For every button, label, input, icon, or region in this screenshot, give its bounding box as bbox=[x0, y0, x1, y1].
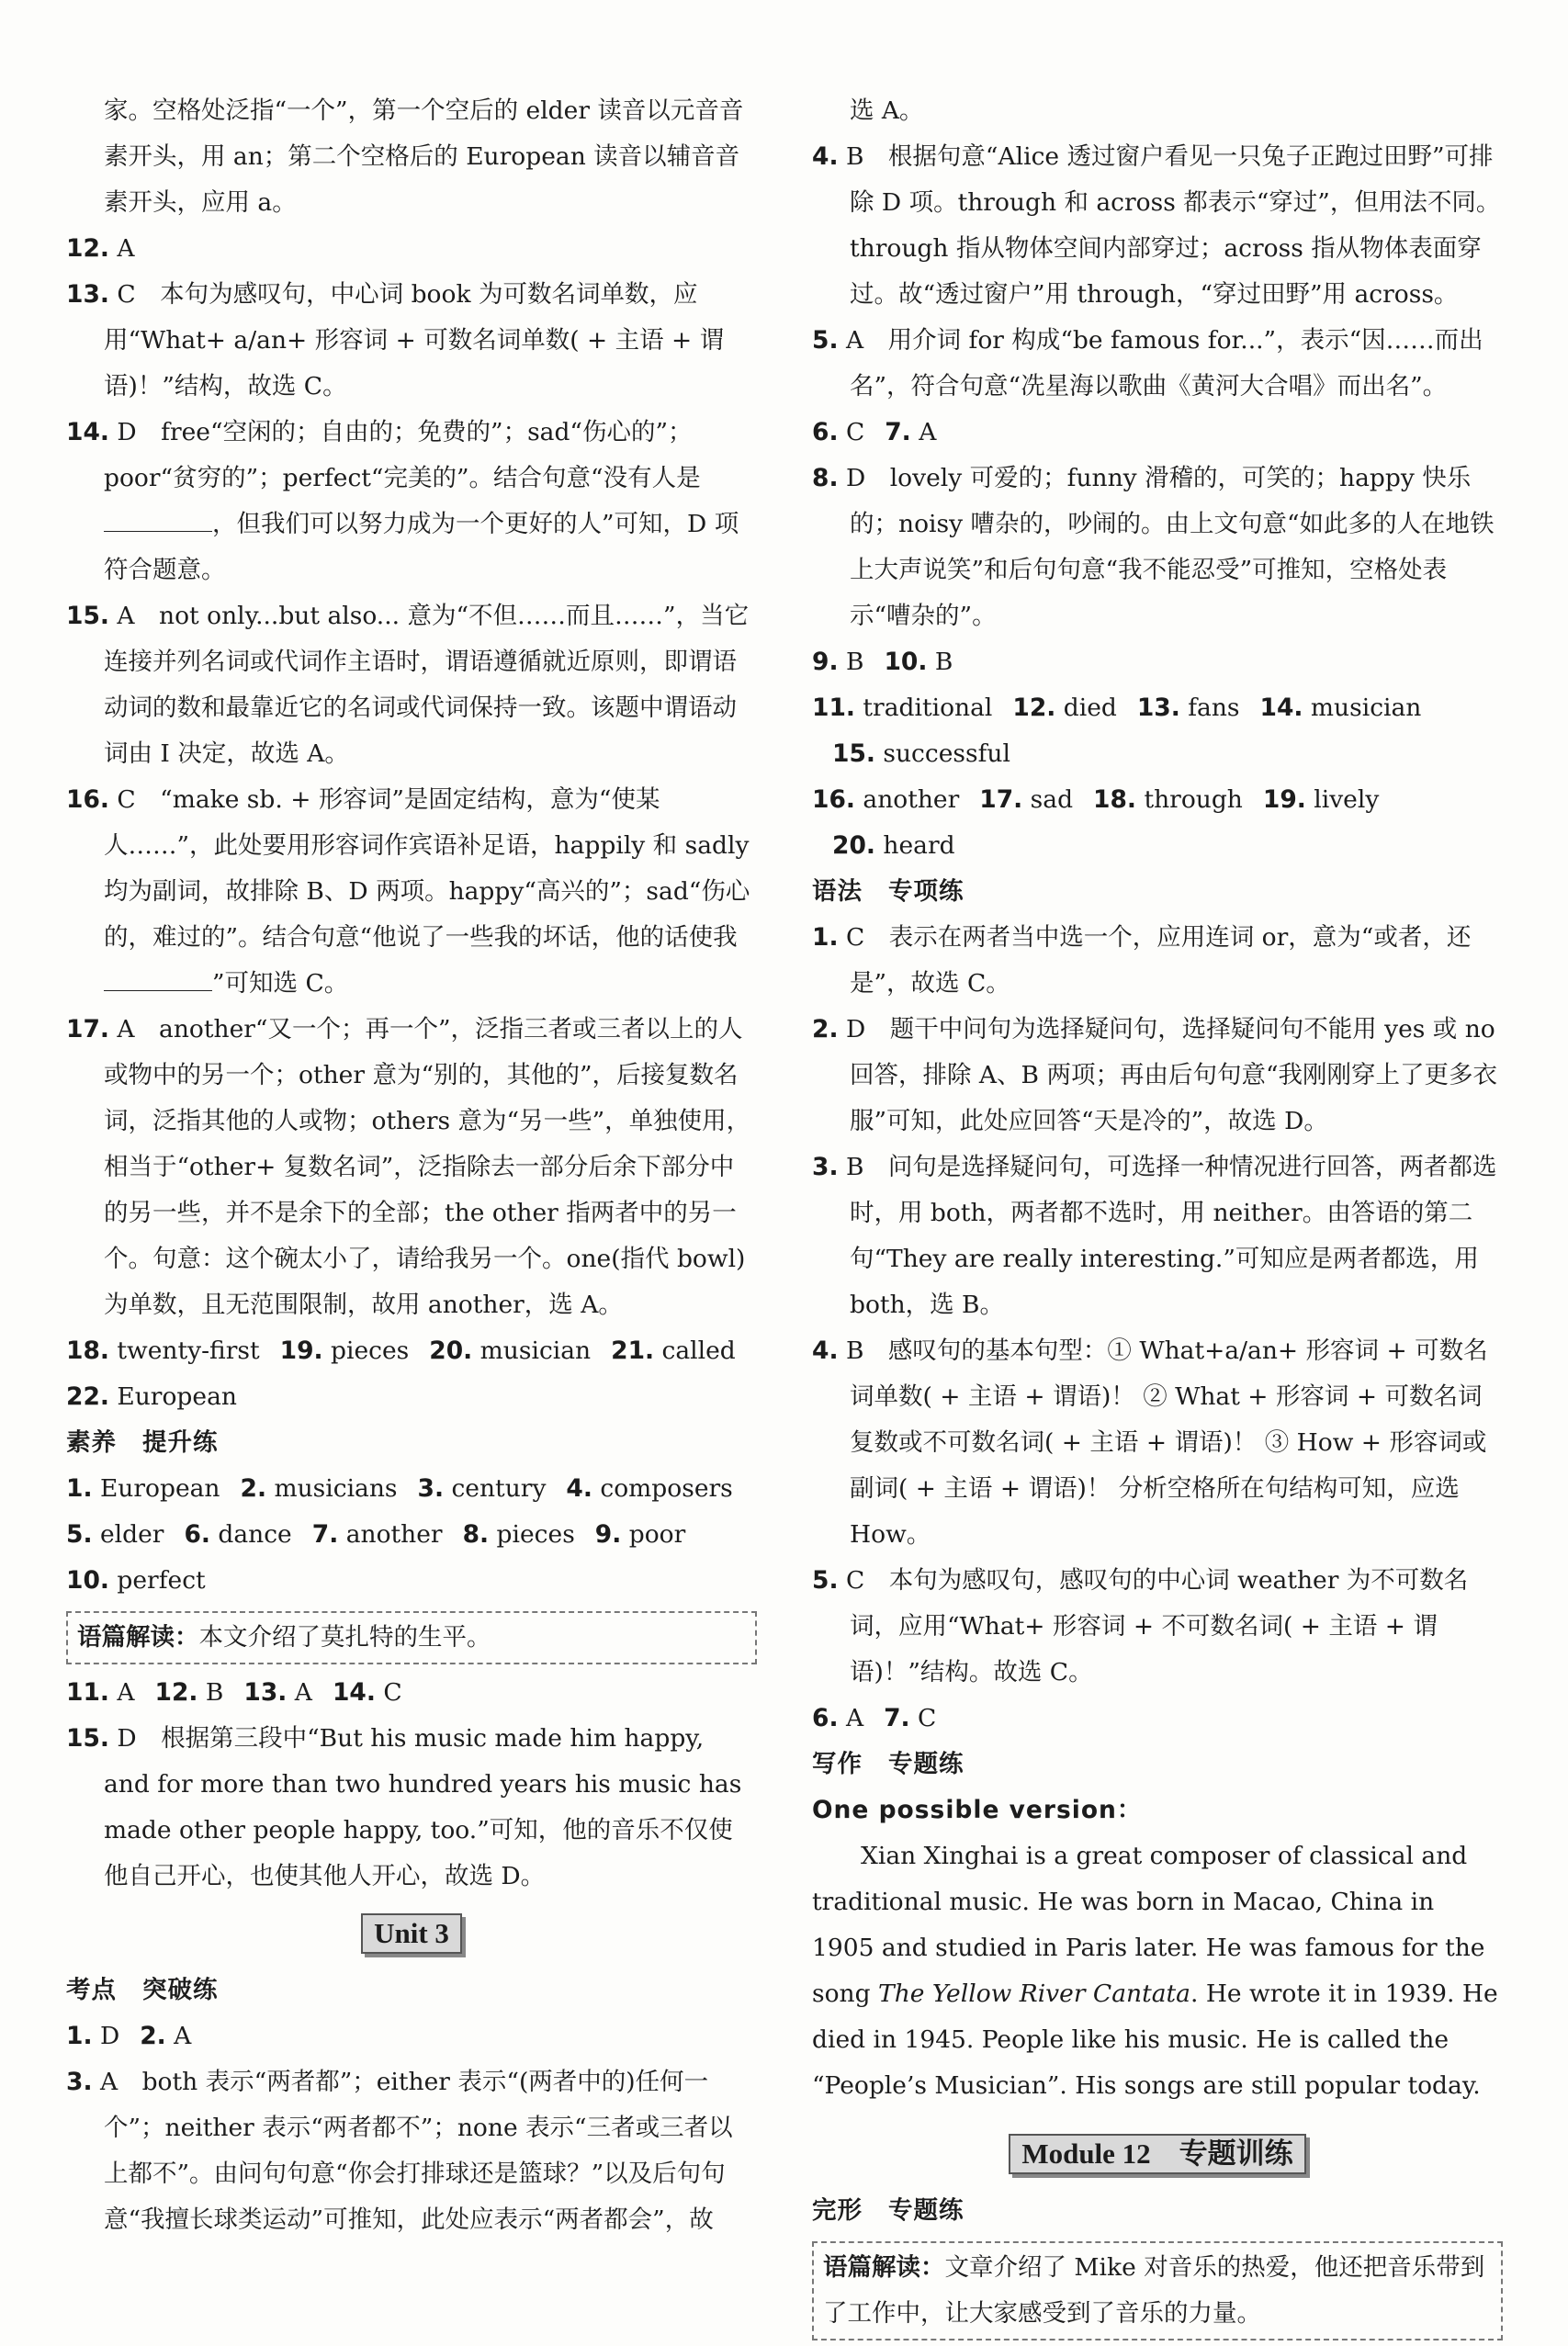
grammar-item-2: 2. D 题干中问句为选择疑问句，选择疑问句不能用 yes 或 no 回答，排除 A、B 两项；再由后句句意“我刚刚穿上了更多衣服”可知，此处应回答“天是冷的”，故选 D。 bbox=[812, 1015, 1498, 1135]
answer-entry: 10. perfect bbox=[66, 1566, 206, 1595]
answer-item-s15: 15. D 根据第三段中“But his music made him happy, and for more than two hundred years his music has made other people happy, too.”可知，他的音乐不仅使他自己开心，也使其他人开心，故选 D。 bbox=[66, 1724, 742, 1890]
version-label: One possible version： bbox=[812, 1796, 1143, 1824]
answer-entry: 3. century bbox=[417, 1474, 547, 1503]
unit-banner: Unit 3 bbox=[66, 1912, 757, 1958]
answer-item-12: 12. A bbox=[66, 234, 135, 263]
answer-row bbox=[66, 1328, 757, 1374]
answer-row bbox=[66, 2013, 757, 2059]
answer-entry: 18. twenty-first bbox=[66, 1337, 260, 1365]
answer-row bbox=[66, 1374, 757, 1420]
essay-song-title: The Yellow River Cantata bbox=[878, 1979, 1190, 2008]
sample-essay: Xian Xinghai is a great composer of classical and traditional music. He was born in Macao, China in 1905 and studied in Paris later. He was famous for the song The Yellow River Cantata. He wrote it in 1939. He died in 1945. People like his music. He is called the “People’s Musician”. His songs are still popular today. bbox=[812, 1842, 1498, 2100]
section-heading-grammar: 语法 专项练 bbox=[812, 877, 964, 906]
answer-entry: 17. sad bbox=[979, 785, 1074, 814]
answer-entry: 2. A bbox=[140, 2022, 192, 2050]
answer-item-16: 16. C “make sb. + 形容词”是固定结构，意为“使某人……”，此处要用形容词作宾语补足语，happily 和 sadly 均为副词，故排除 B、D 两项。happy“高兴的”；sad“伤心的，难过的”。结合句意“他说了一些我的坏话，他的话使我”可知选 C。 bbox=[66, 785, 750, 998]
grammar-item-1: 1. C 表示在两者当中选一个，应用连词 or，意为“或者，还是”，故选 C。 bbox=[812, 923, 1472, 998]
answer-entry: 7. C bbox=[884, 1704, 937, 1732]
answer-entry: 4. composers bbox=[566, 1474, 733, 1503]
answer-item-17: 17. A another“又一个；再一个”，泛指三者或三者以上的人或物中的另一个；other 意为“别的，其他的”，后接复数名词，泛指其他的人或物；others 意为“另一些”，单独使用，相当于“other+ 复数名词”，泛指除去一部分后余下部分中的另一些，并不是余下的全部；the other 指两者中的另一个。句意：这个碗太小了，请给我另一个。one(指代 bowl)为单数，且无范围限制，故用 another，选 A。 bbox=[66, 1015, 751, 1319]
answer-row bbox=[66, 1512, 757, 1558]
passage-note: 语篇解读：文章介绍了 Mike 对音乐的热爱，他还把音乐带到了工作中，让大家感受到了音乐的力量。 bbox=[812, 2241, 1503, 2340]
answer-entry: 11. traditional bbox=[812, 694, 993, 722]
answer-blank bbox=[104, 531, 212, 532]
answer-entry: 12. died bbox=[1012, 694, 1117, 722]
answer-continuation: 家。空格处泛指“一个”，第一个空后的 elder 读音以元音音素开头，用 an；第二个空格后的 European 读音以辅音音素开头，应用 a。 bbox=[104, 96, 744, 217]
section-heading-kaodian: 考点 突破练 bbox=[66, 1976, 219, 2004]
answer-entry: 9. poor bbox=[594, 1520, 686, 1549]
answer-entry: 20. heard bbox=[832, 831, 955, 860]
answer-blank bbox=[104, 990, 212, 991]
answer-row bbox=[66, 1670, 757, 1716]
answer-entry: 6. C bbox=[812, 418, 865, 446]
answer-entry: 20. musician bbox=[429, 1337, 592, 1365]
answer-row bbox=[812, 685, 1503, 777]
answer-entry: 11. A bbox=[66, 1678, 135, 1707]
grammar-item-5: 5. C 本句为感叹句，感叹句的中心词 weather 为不可数名词，应用“What+ 形容词 + 不可数名词( + 主语 + 谓语)！”结构。故选 C。 bbox=[812, 1566, 1469, 1686]
answer-entry: 22. European bbox=[66, 1382, 237, 1411]
answer-item-4: 4. B 根据句意“Alice 透过窗户看见一只兔子正跑过田野”可排除 D 项。through 和 across 都表示“穿过”，但用法不同。through 指从物体空间内部穿过；across 指从物体表面穿过。故“透过窗户”用 through，“穿过田野”用 across。 bbox=[812, 142, 1501, 309]
answer-row bbox=[812, 639, 1503, 685]
answer-entry: 13. A bbox=[243, 1678, 312, 1707]
section-heading-writing: 写作 专题练 bbox=[812, 1750, 964, 1778]
answer-entry: 13. fans bbox=[1136, 694, 1240, 722]
grammar-item-4: 4. B 感叹句的基本句型：① What+a/an+ 形容词 + 可数名词单数( + 主语 + 谓语)！ ② What + 形容词 + 可数名词复数或不可数名词( + 主语 + 谓语)！ ③ How + 形容词或副词( + 主语 + 谓语)！ 分析空格所在句结构可知，应选 How。 bbox=[812, 1337, 1488, 1549]
answer-entry: 9. B bbox=[812, 648, 864, 676]
answer-entry: 19. pieces bbox=[279, 1337, 410, 1365]
answer-entry: 16. another bbox=[812, 785, 960, 814]
answer-entry: 5. elder bbox=[66, 1520, 164, 1549]
answer-item-13: 13. C 本句为感叹句，中心词 book 为可数名词单数，应用“What+ a/an+ 形容词 + 可数名词单数( + 主语 + 谓语)！”结构，故选 C。 bbox=[66, 280, 725, 400]
answer-entry: 7. another bbox=[311, 1520, 443, 1549]
answer-entry: 21. called bbox=[611, 1337, 736, 1365]
section-heading-cloze: 完形 专题练 bbox=[812, 2196, 964, 2225]
answer-entry: 6. dance bbox=[184, 1520, 292, 1549]
answer-entry: 19. lively bbox=[1262, 785, 1380, 814]
right-column bbox=[812, 88, 1503, 2346]
answer-item-8: 8. D lovely 可爱的；funny 滑稽的，可笑的；happy 快乐的；noisy 嘈杂的，吵闹的。由上文句意“如此多的人在地铁上大声说笑”和后句句意“我不能忍受”可推知，空格处表示“嘈杂的”。 bbox=[812, 464, 1495, 630]
answer-row bbox=[812, 410, 1503, 456]
answer-row bbox=[812, 777, 1503, 869]
passage-note: 语篇解读：本文介绍了莫扎特的生平。 bbox=[66, 1611, 757, 1664]
answer-row bbox=[66, 1558, 757, 1604]
answer-entry: 14. C bbox=[332, 1678, 402, 1707]
answer-entry: 14. musician bbox=[1259, 694, 1422, 722]
answer-entry: 10. B bbox=[884, 648, 953, 676]
answer-entry: 15. successful bbox=[832, 739, 1010, 768]
answer-row bbox=[66, 1466, 757, 1512]
left-column bbox=[66, 88, 757, 2243]
answer-entry: 2. musicians bbox=[240, 1474, 398, 1503]
module-banner: Module 12 专题训练 bbox=[812, 2133, 1503, 2179]
section-heading-suyang: 素养 提升练 bbox=[66, 1428, 219, 1457]
grammar-item-3: 3. B 问句是选择疑问句，可选择一种情况进行回答，两者都选时，用 both，两者都不选时，用 neither。由答语的第二句“They are really interesting.”可知应是两者都选，用 both，选 B。 bbox=[812, 1153, 1497, 1319]
answer-entry: 18. through bbox=[1093, 785, 1243, 814]
answer-continuation: 选 A。 bbox=[850, 96, 924, 125]
answer-entry: 1. D bbox=[66, 2022, 120, 2050]
answer-row bbox=[812, 1696, 1503, 1742]
answer-entry: 1. European bbox=[66, 1474, 220, 1503]
answer-entry: 7. A bbox=[885, 418, 937, 446]
answer-item-5: 5. A 用介词 for 构成“be famous for...”，表示“因……而出名”，符合句意“冼星海以歌曲《黄河大合唱》而出名”。 bbox=[812, 326, 1483, 400]
answer-entry: 8. pieces bbox=[462, 1520, 575, 1549]
answer-item-14: 14. D free“空闲的；自由的；免费的”；sad“伤心的”；poor“贫穷的”；perfect“完美的”。结合句意“没有人是，但我们可以努力成为一个更好的人”可知，D 项符合题意。 bbox=[66, 418, 739, 584]
answer-entry: 6. A bbox=[812, 1704, 864, 1732]
answer-item-15: 15. A not only...but also... 意为“不但……而且……”，当它连接并列名词或代词作主语时，谓语遵循就近原则，即谓语动词的数和最靠近它的名词或代词保持一致。该题中谓语动词由 I 决定，故选 A。 bbox=[66, 602, 750, 768]
answer-entry: 12. B bbox=[154, 1678, 224, 1707]
answer-item-u3: 3. A both 表示“两者都”；either 表示“(两者中的)任何一个”；neither 表示“两者都不”；none 表示“三者或三者以上都不”。由问句句意“你会打排球还是篮球？”以及后句句意“我擅长球类运动”可推知，此处应表示“两者都会”，故 bbox=[66, 2068, 733, 2234]
